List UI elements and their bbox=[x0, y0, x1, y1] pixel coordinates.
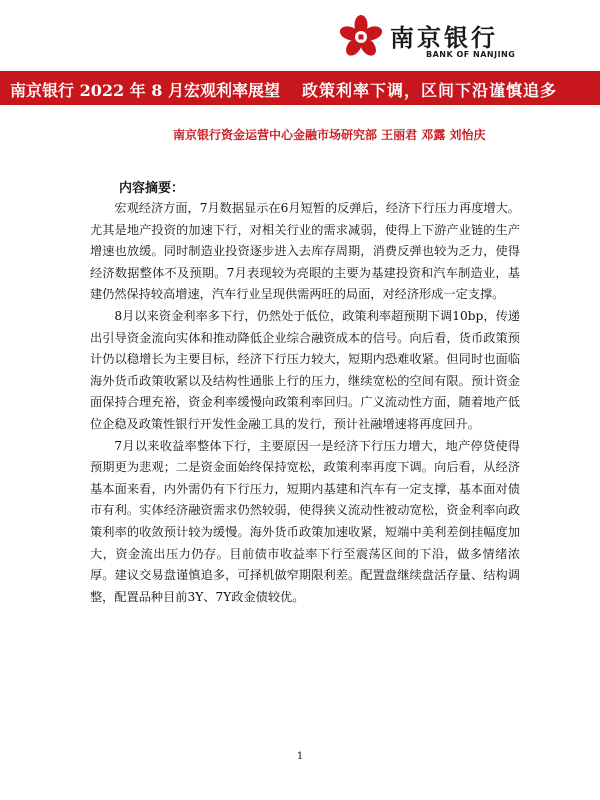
author-line: 南京银行资金运营中心金融市场研究部 王丽君 邓露 刘怡庆 bbox=[173, 128, 486, 142]
paragraph-macro: 宏观经济方面，7月数据显示在6月短暂的反弹后，经济下行压力再度增大。尤其是地产投资的加速下行，对相关行业的需求减弱，使得上下游产业链的生产增速也放缓。同时制造业投资逐步进入去库存周期，消费反弹也较为乏力，使得经济数据整体不及预期。7月表现较为亮眼的主要为基建投资和汽车制造业，基建仍然保持较高增速，汽车行业呈现供需两旺的局面，对经济形成一定支撑。 bbox=[90, 201, 520, 302]
report-title: 南京银行 2022 年 8 月宏观利率展望 bbox=[10, 81, 280, 100]
bank-of-nanjing-logo-icon bbox=[338, 14, 384, 60]
paragraph-liquidity: 8月以来资金利率多下行，仍然处于低位，政策利率超预期下调10bp，传递出引导资金流向实体和推动降低企业综合融资成本的信号。向后看，货币政策预计仍以稳增长为主要目标，经济下行压力较大，短期内恐难收紧。但同时也面临海外货币政策收紧以及结构性通胀上行的压力，继续宽松的空间有限。预计资金面保持合理充裕，资金利率缓慢向政策利率回归。广义流动性方面，随着地产低位企稳及政策性银行开发性金融工具的发行，预计社融增速将再度回升。 bbox=[90, 308, 520, 431]
bank-logo bbox=[338, 14, 524, 64]
paragraph-bond-market: 7月以来收益率整体下行，主要原因一是经济下行压力增大，地产停贷使得预期更为悲观；二是资金面始终保持宽松，政策利率再度下调。向后看，从经济基本面来看，内外需仍有下行压力，短期内基建和汽车有一定支撑，基本面对债市有利。实体经济融资需求仍然较弱，使得狭义流动性被动宽松，资金利率向政策利率的收敛预计较为缓慢。海外货币政策加速收紧，短端中美利差倒挂幅度加大，资金流出压力仍存。目前债市收益率下行至震荡区间的下沿，做多情绪浓厚。建议交易盘谨慎追多，可择机做窄期限利差。配置盘继续盘活存量、结构调整，配置品种目前3Y、7Y政金债较优。 bbox=[90, 438, 520, 604]
report-title-banner bbox=[0, 71, 600, 105]
abstract-body bbox=[90, 198, 520, 608]
bank-name-en: BANK OF NANJING bbox=[426, 50, 516, 59]
bank-name-cn: 南京银行 bbox=[390, 24, 498, 52]
abstract-heading: 内容摘要： bbox=[119, 181, 185, 196]
report-subtitle: 政策利率下调，区间下沿谨慎追多 bbox=[302, 81, 558, 100]
page-number: 1 bbox=[296, 751, 304, 762]
